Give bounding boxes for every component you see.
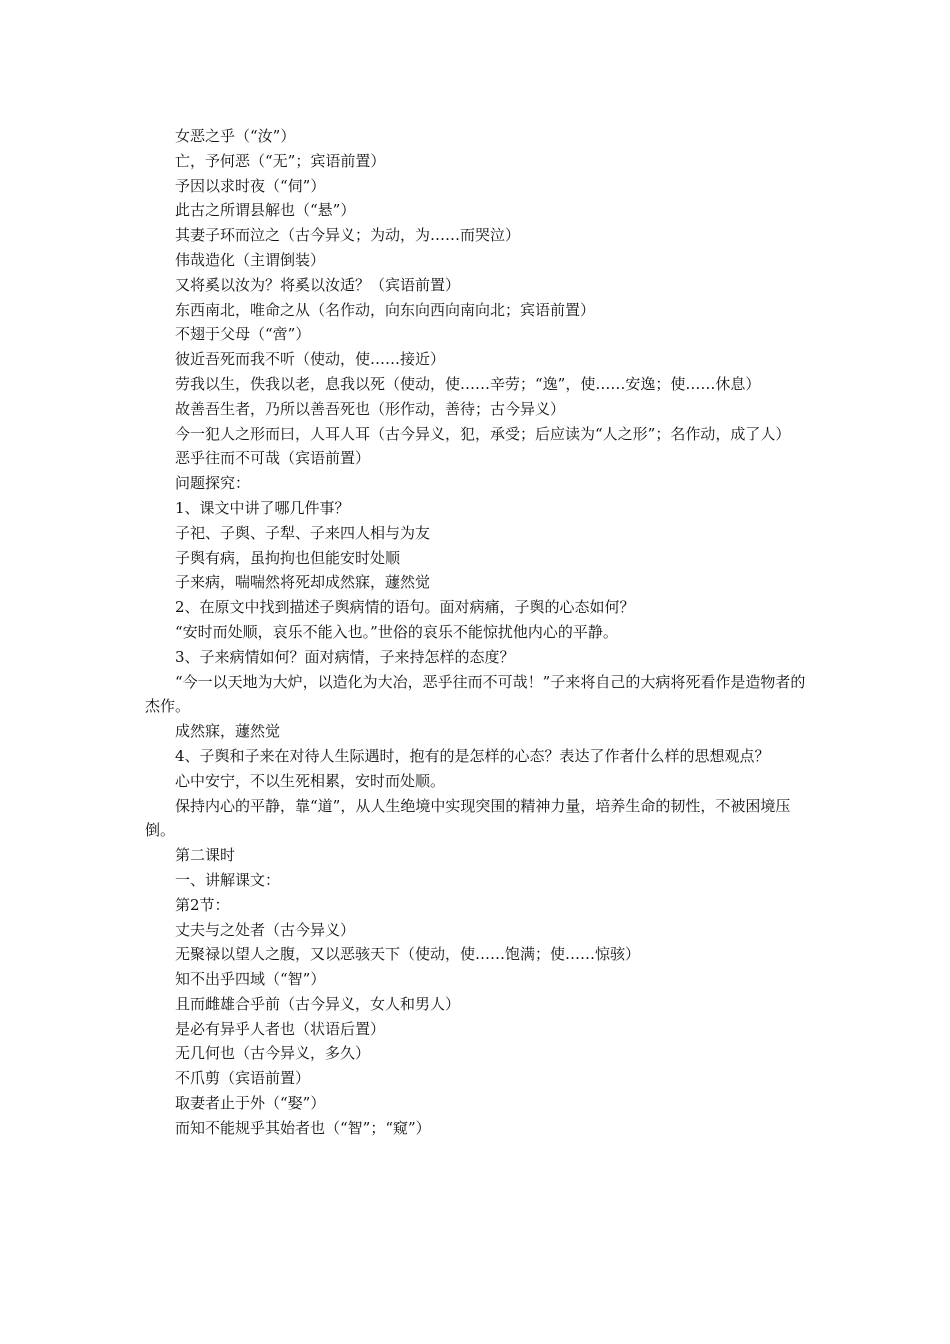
- text-line: 又将奚以汝为？将奚以汝适？（宾语前置）: [175, 275, 461, 294]
- text-line: 今一犯人之形而曰，人耳人耳（古今异义，犯，承受；后应读为“人之形”；名作动，成了人）: [175, 424, 791, 443]
- text-line: “今一以天地为大炉，以造化为大冶，恶乎往而不可哉！”子来将自己的大病将死看作是造物者的杰作。: [145, 672, 806, 716]
- text-line: 子来病，喘喘然将死却成然寐，蘧然觉: [175, 573, 431, 592]
- question: 2、在原文中找到描述子舆病情的语句。面对病痛，子舆的心态如何？: [175, 598, 635, 617]
- section-heading: 第二课时: [175, 846, 236, 865]
- text-line: 不翅于父母（“啻”）: [175, 325, 311, 344]
- text-line: 伟哉造化（主谓倒装）: [175, 250, 326, 269]
- text-line: 东西南北，唯命之从（名作动，向东向西向南向北；宾语前置）: [175, 300, 596, 319]
- text-line: 彼近吾死而我不听（使动，使……接近）: [175, 350, 446, 369]
- text-line: 取妻者止于外（“娶”）: [175, 1094, 326, 1113]
- text-line: 且而雌雄合乎前（古今异义，女人和男人）: [175, 994, 461, 1013]
- text-line: “安时而处顺，哀乐不能入也。”世俗的哀乐不能惊扰他内心的平静。: [175, 622, 618, 641]
- text-line: 不爪剪（宾语前置）: [175, 1069, 311, 1088]
- text-line: 无聚禄以望人之腹，又以恶骇天下（使动，使……饱满；使……惊骇）: [175, 945, 641, 964]
- text-line: 是必有异乎人者也（状语后置）: [175, 1019, 386, 1038]
- text-line: 而知不能规乎其始者也（“智”；“窥”）: [175, 1118, 431, 1137]
- question: 1、课文中讲了哪几件事？: [175, 498, 350, 517]
- text-line: 其妻子环而泣之（古今异义；为动，为……而哭泣）: [175, 226, 521, 245]
- text-line: 无几何也（古今异义，多久）: [175, 1044, 371, 1063]
- text-line: 保持内心的平静，靠“道”，从人生绝境中实现突围的精神力量，培养生命的韧性，不被困境压倒。: [145, 796, 791, 840]
- text-line: 女恶之乎（“汝”）: [175, 127, 296, 145]
- question: 3、子来病情如何？面对病情，子来持怎样的态度？: [175, 647, 515, 666]
- section-heading: 一、讲解课文：: [175, 870, 281, 889]
- text-line: 子舆有病，虽拘拘也但能安时处顺: [175, 548, 401, 567]
- text-line: 心中安宁，不以生死相累，安时而处顺。: [175, 771, 446, 790]
- text-line: 知不出乎四域（“智”）: [175, 970, 326, 989]
- text-line: 成然寐，蘧然觉: [175, 722, 281, 741]
- text-line: 恶乎往而不可哉（宾语前置）: [175, 449, 371, 468]
- section-heading: 问题探究：: [175, 474, 251, 493]
- text-line: 予因以求时夜（“伺”）: [175, 176, 326, 195]
- question: 4、子舆和子来在对待人生际遇时，抱有的是怎样的心态？表达了作者什么样的思想观点？: [175, 746, 770, 765]
- text-line: 子祀、子舆、子犁、子来四人相与为友: [175, 523, 431, 542]
- text-line: 丈夫与之处者（古今异义）: [175, 920, 356, 939]
- text-line: 此古之所谓县解也（“悬”）: [175, 201, 356, 220]
- section-heading: 第2节：: [175, 895, 230, 914]
- text-line: 亡，予何恶（“无”；宾语前置）: [175, 151, 386, 170]
- text-line: 劳我以生，佚我以老，息我以死（使动，使……辛劳；“逸”，使……安逸；使……休息）: [175, 374, 761, 393]
- document-body: [145, 124, 817, 1141]
- text-line: 故善吾生者，乃所以善吾死也（形作动，善待；古今异义）: [175, 399, 566, 418]
